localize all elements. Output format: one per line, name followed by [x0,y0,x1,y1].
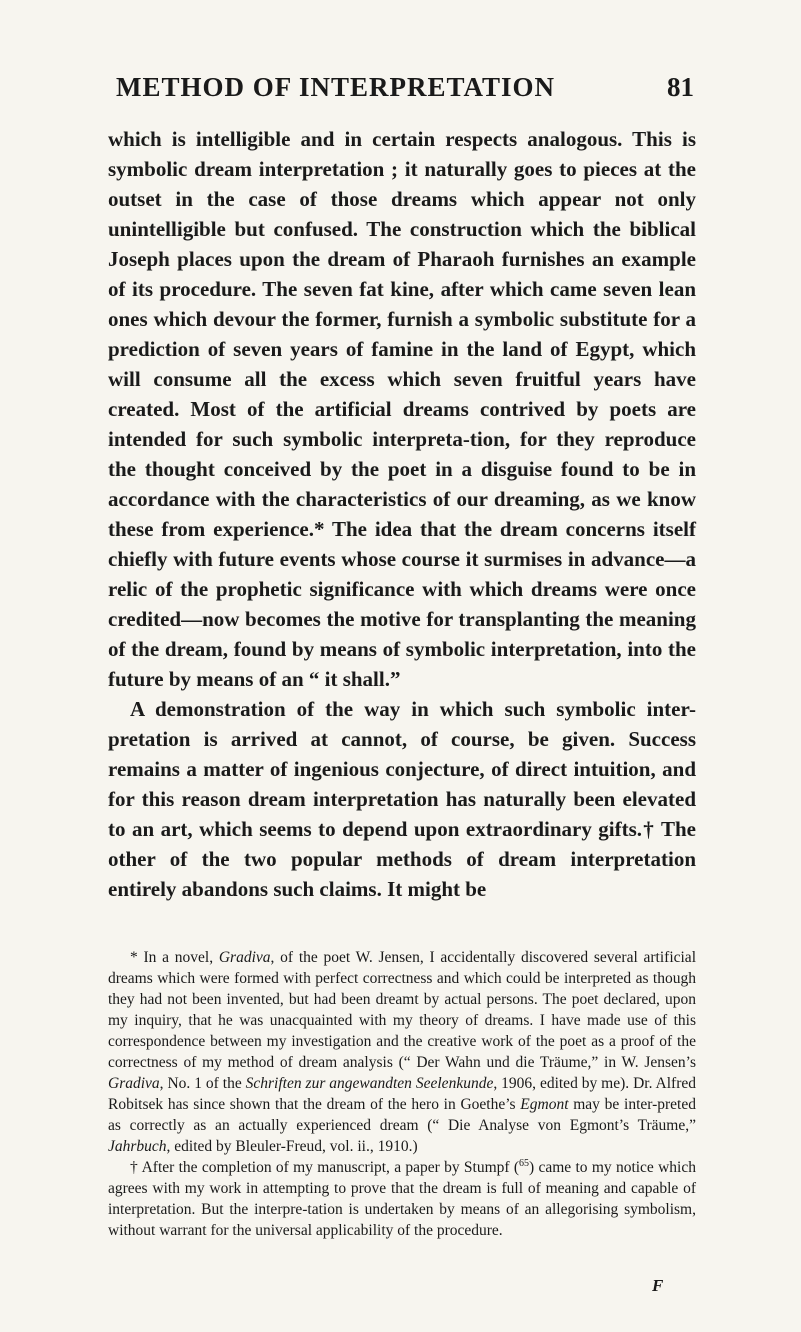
footnote-text: , No. 1 of the [159,1075,246,1092]
footnote-2 [108,1157,696,1241]
footnote-1 [108,947,696,1157]
body-text [108,124,696,904]
running-title: METHOD OF INTERPRETATION [116,72,556,102]
page-number: 81 [667,72,694,102]
play-title: Egmont [520,1096,569,1113]
body-paragraph: A demonstration of the way in which such symbolic inter-pretation is arrived at cannot, of course, be given. Success remains a matter of ingenious conjecture, of direct intuition, and for this reason dream interpretation has naturally been elevated to an art, which seems to depend upon extraordinary gifts.† The other of the two popular methods of dream interpretation entirely abandons such claims. It might be [108,697,696,901]
signature-mark: F [652,1276,664,1295]
book-title: Gradiva [218,949,271,966]
series-title: Schriften zur angewandten Seelenkunde [245,1075,494,1092]
footnote-text: , of the poet W. Jensen, I accidentally discovered several artificial dreams which were formed with perfect correctness and which could be interpreted as though they had not been invented, but had been dreamt by actual persons. The poet declared, upon my inquiry, that he was unacquainted with my theory of dreams. I have made use of this correspondence between my investigation and the creative work of the poet as a proof of the correctness of my method of dream analysis (“ Der Wahn und die Träume,” in W. Jensen’s [108,949,696,1071]
body-paragraph: which is intelligible and in certain respects analogous. This is symbolic dream interpretation ; it naturally goes to pieces at the outset in the case of those dreams which appear not only unintelligible but confused. The construction which the biblical Joseph places upon the dream of Pharaoh furnishes an example of its procedure. The seven fat kine, after which came seven lean ones which devour the former, furnish a symbolic substitute for a prediction of seven years of famine in the land of Egypt, which will consume all the excess which seven fruitful years have created. Most of the artificial dreams contrived by poets are intended for such symbolic interpreta-tion, for they reproduce the thought conceived by the poet in a disguise found to be in accordance with the characteristics of our dreaming, as we know these from experience.* The idea that the dream concerns itself chiefly with future events whose course it surmises in advance—a relic of the prophetic significance with which dreams were once credited—now becomes the motive for transplanting the meaning of the dream, found by means of symbolic interpretation, into the future by means of an “ it shall.” [108,127,696,691]
footnote-text: , 1906, edited by me). Dr. Alfred Robitsek has since shown that the dream of the hero in Goethe’s [108,1075,696,1113]
footnotes [108,947,696,1241]
book-title: Gradiva [108,1075,160,1092]
reference-number: 65 [519,1157,530,1169]
journal-title: Jahrbuch [108,1138,167,1155]
footnote-text: , edited by Bleuler-Freud, vol. ii., 1910.) [166,1138,418,1155]
footnote-text: * In a novel, [130,949,219,966]
page-header [108,72,694,112]
footnote-text: ) came to my notice which agrees with my work in attempting to prove that the dream is full of meaning and capable of interpretation. But the interpre-tation is undertaken by means of an allegorising symbolism, without warrant for the universal applicability of the procedure. [108,1159,696,1239]
footnote-text: † After the completion of my manuscript, a paper by Stumpf ( [130,1159,520,1176]
footnote-text: may be inter-preted as correctly as an actually experienced dream (“ Die Analyse von Egmont’s Träume,” [108,1096,696,1134]
